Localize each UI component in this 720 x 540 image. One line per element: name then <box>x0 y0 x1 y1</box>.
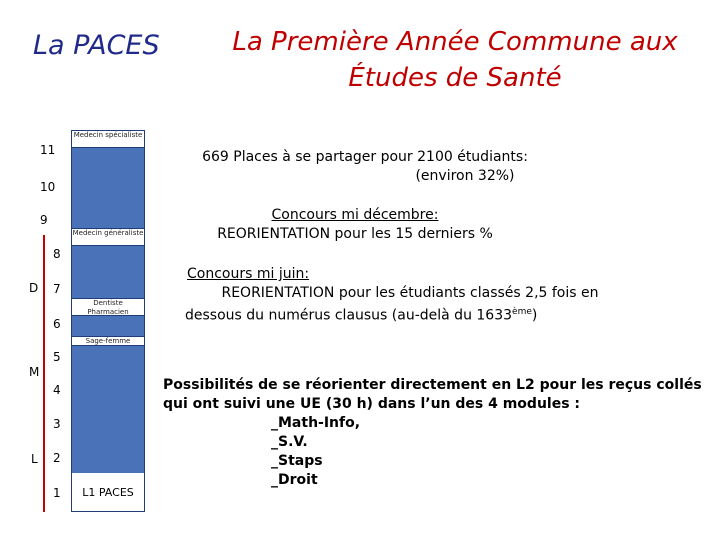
places-line-2: (environ 32%) <box>415 168 515 184</box>
cycle-l: L <box>31 452 38 466</box>
level-9: 9 <box>40 213 48 227</box>
module-staps: _Staps <box>271 453 323 469</box>
module-math-info: _Math-Info, <box>271 415 361 431</box>
concours-juin <box>175 265 645 326</box>
level-1: 1 <box>53 486 61 500</box>
title-line-2: Études de Santé <box>348 63 562 93</box>
career-column <box>71 130 145 512</box>
concours-juin-heading: Concours mi juin: <box>187 266 310 282</box>
cycle-bar-inner <box>45 235 71 512</box>
level-8: 8 <box>53 247 61 261</box>
possibilites-line-2: qui ont suivi une UE (30 h) dans l’un des 4 modules : <box>163 396 581 412</box>
possibilites-line-1: Possibilités de se réorienter directement en L2 pour les reçus collés <box>163 377 702 393</box>
concours-dec-body: REORIENTATION pour les 15 derniers % <box>217 226 493 242</box>
concours-dec-heading: Concours mi décembre: <box>271 207 439 223</box>
career-dentiste: Dentiste Pharmacien <box>71 298 145 316</box>
level-7: 7 <box>53 282 61 296</box>
level-2: 2 <box>53 451 61 465</box>
concours-juin-close: ) <box>531 307 538 324</box>
module-sv: _S.V. <box>271 434 308 450</box>
concours-juin-text: dessous du numérus clausus (au-delà du 1633 <box>185 307 513 324</box>
places-line-1: 669 Places à se partager pour 2100 étudiants: <box>202 149 528 165</box>
title-paces: La PACES <box>33 30 160 61</box>
level-4: 4 <box>53 383 61 397</box>
concours-juin-line-1: REORIENTATION pour les étudiants classés 2,5 fois en <box>221 285 599 301</box>
level-10: 10 <box>40 180 56 194</box>
concours-dec <box>175 206 535 244</box>
possibilites <box>163 376 713 490</box>
title-line-1: La Première Année Commune aux <box>232 27 678 57</box>
career-specialiste: Medecin spécialiste <box>71 130 145 148</box>
concours-juin-line-2 <box>175 303 645 326</box>
module-droit: _Droit <box>271 472 318 488</box>
cycle-m: M <box>29 365 40 379</box>
career-generaliste: Medecin généraliste <box>71 228 145 246</box>
title-full <box>210 24 700 96</box>
level-6: 6 <box>53 317 61 331</box>
concours-juin-sup: ème <box>512 307 532 317</box>
career-l1-paces: L1 PACES <box>82 486 134 499</box>
level-5: 5 <box>53 350 61 364</box>
places-text <box>175 148 555 186</box>
cycle-d: D <box>29 281 39 295</box>
level-11: 11 <box>40 143 56 157</box>
career-sage-femme: Sage-femme <box>71 336 145 346</box>
level-3: 3 <box>53 417 61 431</box>
